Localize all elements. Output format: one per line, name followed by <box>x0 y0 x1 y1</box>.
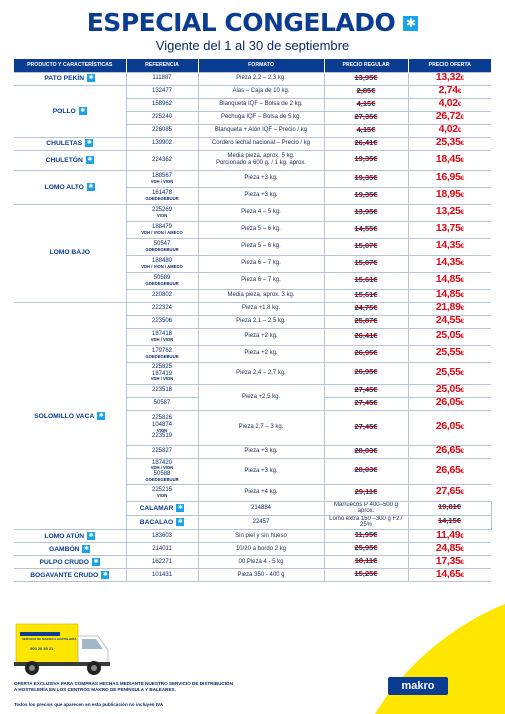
offer-price: 13,25€ <box>435 205 464 218</box>
reference-cell: 214011 <box>126 542 198 555</box>
offer-price: 24,55€ <box>435 315 464 327</box>
offer-price: 13,75€ <box>435 222 464 235</box>
format-cell: Pieza 2,1 – 2,5 kg. <box>198 315 324 328</box>
delivery-truck-image <box>10 618 125 680</box>
offer-price: 25,55€ <box>435 365 464 378</box>
offer-note: OFERTA EXCLUSIVA PARA COMPRAS HECHAS MEDIANTE NUESTRO SERVICIO DE DISTRIBUCIÓN A HOSTELERÍA EN LOS CENTROS MAKRO DE PENÍNSULA Y BALEARES. <box>14 681 233 692</box>
regular-price: 18,11€ <box>354 556 378 566</box>
product-name: LOMO ALTO ✱ <box>14 170 126 204</box>
snowflake-icon: ✱ <box>80 107 86 114</box>
regular-price: 26,41€ <box>354 330 378 340</box>
reference-cell: 225269 VION <box>126 204 198 221</box>
regular-price-cell <box>324 302 408 315</box>
regular-price: 26,95€ <box>354 367 378 377</box>
offer-price-cell <box>408 272 491 289</box>
reference-cell: 187418 VDH / VION <box>126 328 198 345</box>
title-text: ESPECIAL CONGELADO <box>86 8 396 37</box>
regular-price-cell <box>324 72 408 85</box>
format-cell: Pieza 2,7 – 3 kg. <box>198 410 324 445</box>
product-name: GAMBÓN ✱ <box>14 542 126 555</box>
offer-price: 4,02€ <box>438 124 461 136</box>
format-cell: Sin piel y sin hueso <box>198 529 324 542</box>
regular-price: 26,95€ <box>354 347 378 357</box>
offer-price-cell <box>408 484 491 501</box>
regular-price-cell <box>324 568 408 581</box>
regular-price-cell <box>324 170 408 187</box>
offer-price: 26,65€ <box>435 463 464 476</box>
reference-cell: 158962 <box>126 98 198 111</box>
offer-price-cell <box>408 328 491 345</box>
table-row <box>14 568 491 581</box>
format-cell: Pieza +3 kg. <box>198 170 324 187</box>
offer-price: 14,65€ <box>435 568 464 580</box>
regular-price: 4,15€ <box>356 98 376 108</box>
snowflake-icon: ✱ <box>177 519 183 526</box>
regular-price-cell <box>324 397 408 410</box>
column-header: PRECIO REGULAR <box>324 59 408 72</box>
table-row <box>14 542 491 555</box>
regular-price-cell <box>324 137 408 150</box>
regular-price-cell <box>324 238 408 255</box>
snowflake-icon: ✱ <box>83 545 89 552</box>
regular-price-cell <box>324 124 408 137</box>
offer-price-cell <box>408 124 491 137</box>
regular-price-cell <box>324 345 408 362</box>
offer-price-cell <box>408 384 491 397</box>
format-cell: Pieza 2,4 – 2,7 kg. <box>198 362 324 384</box>
offer-price-cell <box>408 150 491 170</box>
reference-cell: 139902 <box>126 137 198 150</box>
format-cell: Pieza +2,5 kg. <box>198 384 324 410</box>
column-header: PRODUCTO Y CARACTERÍSTICAS <box>14 59 126 72</box>
format-cell: Pieza +1,8 kg. <box>198 302 324 315</box>
offer-price-cell <box>408 302 491 315</box>
regular-price: 25,87€ <box>354 315 378 325</box>
regular-price-cell <box>324 85 408 98</box>
offer-price-cell <box>408 345 491 362</box>
regular-price-cell <box>324 255 408 272</box>
product-name: BOGAVANTE CRUDO ✱ <box>14 568 126 581</box>
regular-price: 2,85€ <box>356 85 376 95</box>
reference-cell: 179762 GOEDEGEBUUR <box>126 345 198 362</box>
snowflake-icon: ✱ <box>88 75 94 82</box>
regular-price: 15,07€ <box>354 257 378 267</box>
decorative-yellow-shape <box>315 604 505 714</box>
offer-price: 14,35€ <box>435 256 464 269</box>
regular-price: 27,45€ <box>354 384 378 394</box>
product-name: LOMO BAJO <box>14 204 126 302</box>
table-row <box>14 555 491 568</box>
regular-price-cell <box>324 529 408 542</box>
table-row <box>14 72 491 85</box>
offer-price: 16,95€ <box>435 171 464 184</box>
reference-cell: 225215 VION <box>126 484 198 501</box>
regular-price-cell <box>324 315 408 328</box>
offer-price-cell <box>408 238 491 255</box>
column-header: REFERENCIA <box>126 59 198 72</box>
regular-price: 15,25€ <box>354 569 378 579</box>
regular-price-cell <box>324 542 408 555</box>
format-cell: Lomo extra 150 –300 g F27 25% <box>324 515 408 529</box>
snowflake-icon: ✱ <box>102 571 108 578</box>
format-cell: Media pieza, aprox. 3 kg. <box>198 289 324 302</box>
offer-price-cell <box>408 85 491 98</box>
reference-cell: 188567 VDH / VION <box>126 170 198 187</box>
snowflake-icon: ✱ <box>88 532 94 539</box>
offer-price: 11,49€ <box>436 529 464 541</box>
format-cell: Pieza +3 kg. <box>198 445 324 458</box>
format-cell: Pieza +4 kg. <box>198 484 324 501</box>
reference-cell: 226085 <box>126 124 198 137</box>
regular-price: 19,35€ <box>354 189 378 199</box>
reference-cell: 101431 <box>126 568 198 581</box>
offer-price-cell <box>408 445 491 458</box>
offer-price: 17,35€ <box>435 555 464 567</box>
reference-cell: 161478 GOEDEGEBUUR <box>126 187 198 204</box>
reference-cell: 214884 <box>198 501 324 515</box>
regular-price-cell <box>408 515 491 529</box>
product-name: CHULETÓN ✱ <box>14 150 126 170</box>
offer-price: 13,32€ <box>435 72 464 84</box>
product-name: LOMO ATÚN ✱ <box>14 529 126 542</box>
snowflake-icon: ✱ <box>98 412 104 419</box>
offer-price-cell <box>408 362 491 384</box>
offer-price: 26,05€ <box>435 397 464 409</box>
regular-price: 14,15€ <box>438 516 461 526</box>
regular-price: 29,11€ <box>354 486 378 496</box>
reference-cell: 188479 VDH / VION / AMECO <box>126 221 198 238</box>
offer-price: 18,45€ <box>435 152 464 165</box>
regular-price: 13,95€ <box>354 206 378 216</box>
format-cell: 10/20 a bordo 2 kg <box>198 542 324 555</box>
product-name: BACALAO ✱ <box>126 515 198 529</box>
reference-cell: 162271 <box>126 555 198 568</box>
offer-price-cell <box>408 111 491 124</box>
offer-price-cell <box>408 170 491 187</box>
regular-price: 27,45€ <box>354 421 378 431</box>
reference-cell: 225825 187419 VDH / VION <box>126 362 198 384</box>
format-cell: Pieza +3 kg. <box>198 458 324 484</box>
offer-price: 27,65€ <box>435 485 464 498</box>
product-name: CALAMAR ✱ <box>126 501 198 515</box>
format-cell: Cordero lechal nacional – Precio / kg <box>198 137 324 150</box>
table-row <box>14 170 491 187</box>
offer-price-cell <box>408 458 491 484</box>
reference-cell: 225827 <box>126 445 198 458</box>
product-name: PULPO CRUDO ✱ <box>14 555 126 568</box>
regular-price: 25,95€ <box>354 543 378 553</box>
regular-price: 27,45€ <box>354 397 378 407</box>
regular-price-cell <box>324 362 408 384</box>
regular-price: 15,07€ <box>354 240 378 250</box>
offer-price-cell <box>408 204 491 221</box>
format-cell: Blanqueta IQF – Bolsa de 2 kg. <box>198 98 324 111</box>
offer-price: 25,05€ <box>435 329 464 342</box>
regular-price: 27,35€ <box>354 111 378 121</box>
regular-price-cell <box>324 458 408 484</box>
regular-price: 13,95€ <box>354 72 378 82</box>
snowflake-icon: ✱ <box>93 558 99 565</box>
regular-price: 15,61€ <box>354 274 378 284</box>
format-cell: Marruecos P 400–500 g aprox. <box>324 501 408 515</box>
offer-price: 18,95€ <box>435 188 464 201</box>
makro-logo: makro <box>388 677 448 695</box>
regular-price: 15,61€ <box>354 289 378 299</box>
regular-price: 26,41€ <box>354 137 378 147</box>
offer-price: 26,72€ <box>435 111 464 123</box>
regular-price-cell <box>324 272 408 289</box>
offer-price-cell <box>408 542 491 555</box>
regular-price-cell <box>324 111 408 124</box>
product-name: PATO PEKÍN ✱ <box>14 72 126 85</box>
offer-price-cell <box>408 568 491 581</box>
offer-price: 21,89€ <box>435 302 464 314</box>
format-cell: Media pieza, aprox. 5 kg. Porcionado a 600 g. / 1 kg. aprox. <box>198 150 324 170</box>
format-cell: Blanqueta + Alón IQF – Precio / kg <box>198 124 324 137</box>
offer-price: 14,85€ <box>435 273 464 286</box>
offer-price: 4,02€ <box>438 98 461 110</box>
format-cell: Pieza 6 – 7 kg. <box>198 272 324 289</box>
snowflake-icon: ✱ <box>177 504 183 511</box>
offer-price-cell <box>408 397 491 410</box>
snowflake-icon: ✱ <box>88 183 94 190</box>
offer-price: 14,85€ <box>435 289 464 301</box>
reference-cell: 132477 <box>126 85 198 98</box>
offer-price-cell <box>408 98 491 111</box>
table-row <box>14 302 491 315</box>
regular-price-cell <box>324 187 408 204</box>
regular-price-cell <box>324 445 408 458</box>
reference-cell: 188480 VDH / VION / AMECO <box>126 255 198 272</box>
regular-price-cell <box>324 98 408 111</box>
format-cell: Pieza +3 kg. <box>198 187 324 204</box>
offer-price: 26,05€ <box>435 420 464 433</box>
table-row <box>14 85 491 98</box>
regular-price: 24,75€ <box>354 302 378 312</box>
reference-cell: 187420 VDH / VION 50588 GOEDEGEBUUR <box>126 458 198 484</box>
regular-price-cell <box>324 328 408 345</box>
regular-price: 4,15€ <box>356 124 376 134</box>
column-header: PRECIO OFERTA <box>408 59 491 72</box>
reference-cell: 22457 <box>198 515 324 529</box>
regular-price-cell <box>408 501 491 515</box>
format-cell: Pechuga IQF – Bolsa de 5 kg. <box>198 111 324 124</box>
truck-label: SERVICIO DE MAKRO A HOSTELERÍA <box>22 637 77 641</box>
regular-price: 19,35€ <box>354 154 378 164</box>
offer-price-cell <box>408 72 491 85</box>
regular-price: 14,55€ <box>354 223 378 233</box>
regular-price-cell <box>324 555 408 568</box>
format-cell: Pieza 5 – 6 kg. <box>198 221 324 238</box>
regular-price-cell <box>324 204 408 221</box>
snowflake-icon: ✱ <box>403 16 418 31</box>
product-name: SOLOMILLO VACA ✱ <box>14 302 126 529</box>
table-header <box>14 59 491 72</box>
format-cell: Pieza 4 – 5 kg. <box>198 204 324 221</box>
offer-price-cell <box>408 289 491 302</box>
regular-price: 11,95€ <box>354 530 378 540</box>
format-cell: Alas – Caja de 10 kg. <box>198 85 324 98</box>
format-cell: Pieza +2 kg. <box>198 328 324 345</box>
snowflake-icon: ✱ <box>87 156 93 163</box>
format-cell: 00 Pieza 4 - 5 kg <box>198 555 324 568</box>
offer-price-cell <box>408 255 491 272</box>
reference-cell: 183603 <box>126 529 198 542</box>
regular-price-cell <box>324 384 408 397</box>
offer-price-cell <box>408 137 491 150</box>
regular-price-cell <box>324 221 408 238</box>
format-cell: Pieza 2,2 – 2,3 kg. <box>198 72 324 85</box>
table-row <box>14 150 491 170</box>
offer-price: 14,35€ <box>435 239 464 252</box>
format-cell: Pieza 350 - 400 g <box>198 568 324 581</box>
regular-price: 28,03€ <box>354 445 378 455</box>
reference-cell: 223518 <box>126 384 198 397</box>
offer-price-cell <box>408 221 491 238</box>
reference-cell: 222324 <box>126 302 198 315</box>
regular-price: 19,81€ <box>438 502 461 512</box>
truck-phone: 900 20 30 21 <box>30 646 54 651</box>
reference-cell: 50547 GOEDEGEBUUR <box>126 238 198 255</box>
table-row <box>14 529 491 542</box>
reference-cell: 224362 <box>126 150 198 170</box>
iva-note: Todos los precios que aparecen en esta publicación no incluyen IVA <box>14 702 164 707</box>
reference-cell: 220802 <box>126 289 198 302</box>
format-cell: Pieza +2 kg. <box>198 345 324 362</box>
format-cell: Pieza 6 – 7 kg. <box>198 255 324 272</box>
offer-price: 25,55€ <box>435 346 464 359</box>
offer-price-cell <box>408 555 491 568</box>
reference-cell: 223506 <box>126 315 198 328</box>
regular-price-cell <box>324 484 408 501</box>
offer-price: 25,05€ <box>435 384 464 396</box>
offer-price: 26,65€ <box>435 445 464 457</box>
offer-price: 2,74€ <box>438 85 461 97</box>
header <box>0 8 505 53</box>
table-body <box>14 72 491 581</box>
regular-price-cell <box>324 410 408 445</box>
table-row <box>14 137 491 150</box>
offer-price-cell <box>408 410 491 445</box>
regular-price-cell <box>324 289 408 302</box>
regular-price-cell <box>324 150 408 170</box>
product-name: CHULETAS ✱ <box>14 137 126 150</box>
reference-cell: 50587 <box>126 397 198 410</box>
column-header: FORMATO <box>198 59 324 72</box>
offer-price-cell <box>408 529 491 542</box>
reference-cell: 225240 <box>126 111 198 124</box>
subtitle: Vigente del 1 al 30 de septiembre <box>155 38 350 53</box>
offer-price-cell <box>408 315 491 328</box>
snowflake-icon: ✱ <box>86 140 92 147</box>
price-table <box>14 59 491 582</box>
reference-cell: 111887 <box>126 72 198 85</box>
format-cell: Pieza 5 – 6 kg. <box>198 238 324 255</box>
regular-price: 19,35€ <box>354 172 378 182</box>
page-title <box>87 8 419 38</box>
regular-price: 28,03€ <box>354 465 378 475</box>
offer-price: 24,85€ <box>435 542 464 554</box>
product-name: POLLO ✱ <box>14 85 126 137</box>
reference-cell: 50589 GOEDEGEBUUR <box>126 272 198 289</box>
offer-price: 25,35€ <box>435 137 464 149</box>
table-row <box>14 204 491 221</box>
offer-price-cell <box>408 187 491 204</box>
reference-cell: 225826 104874 VION 223519 <box>126 410 198 445</box>
